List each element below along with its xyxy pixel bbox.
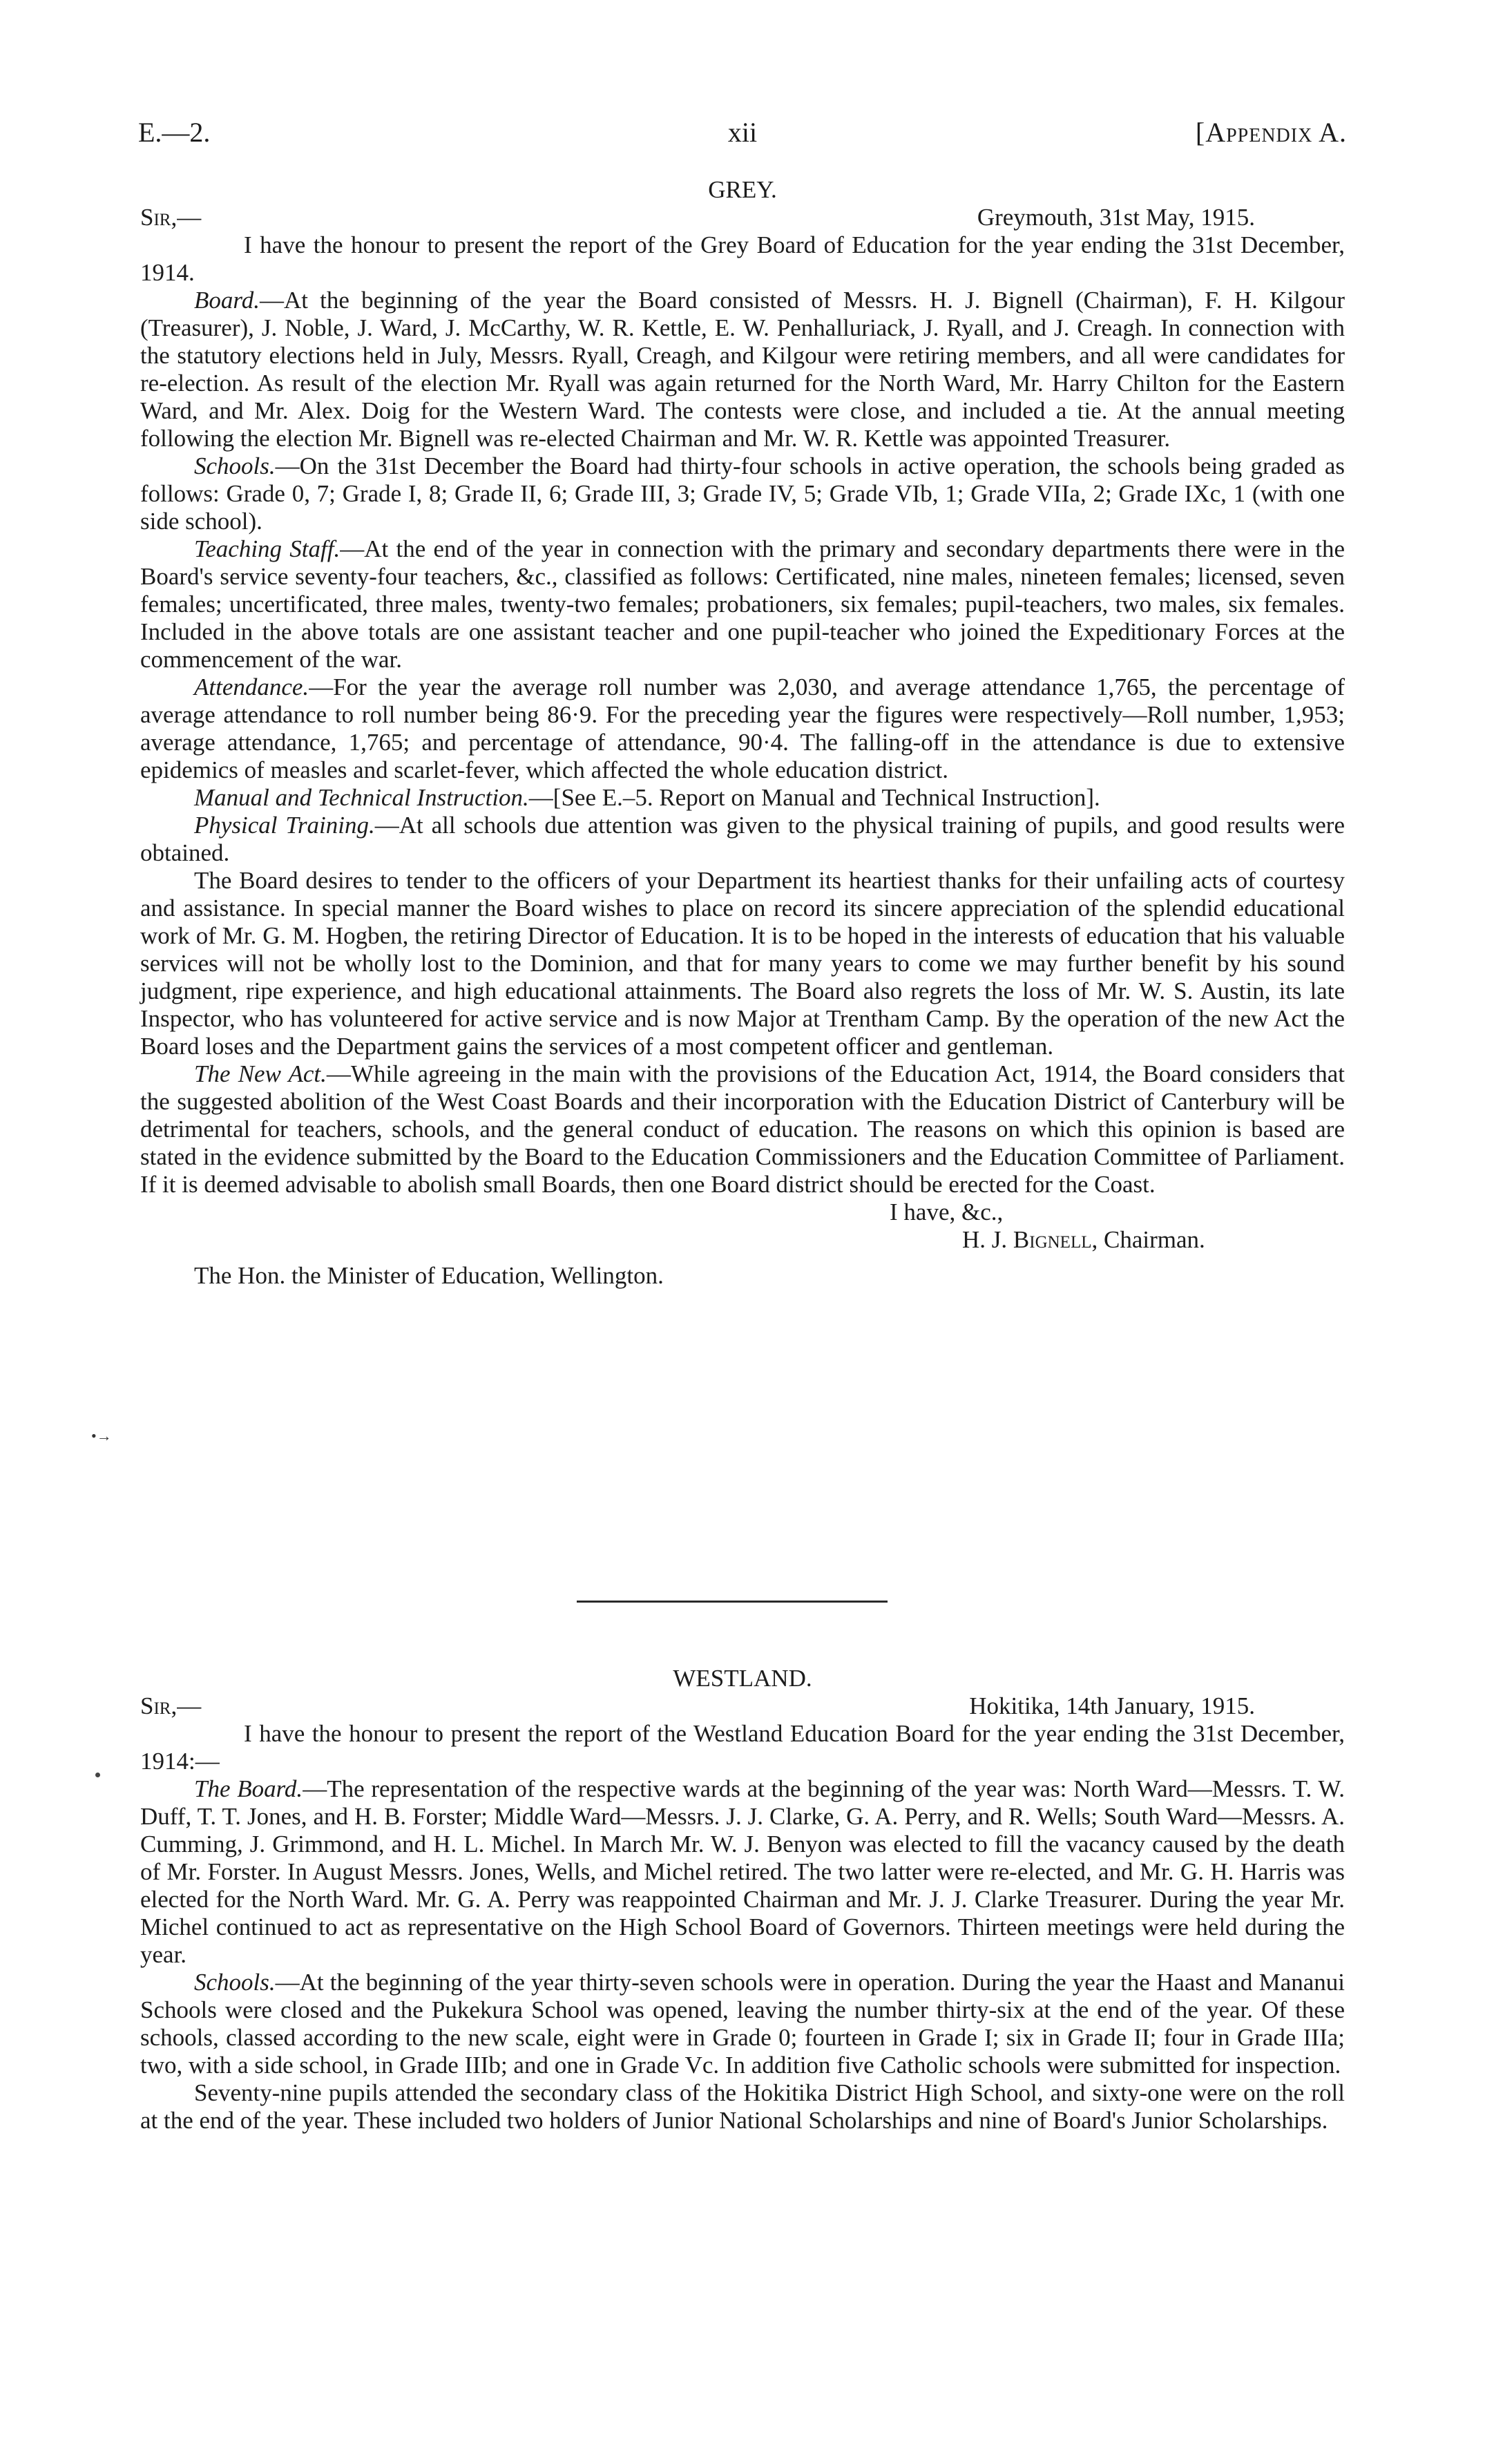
westland-place-date: Hokitika, 14th January, 1915. xyxy=(969,1692,1255,1719)
header-page-number: xii xyxy=(727,117,758,148)
grey-board-label: Board. xyxy=(194,287,260,314)
grey-signature-name: H. J. Bignell xyxy=(962,1226,1092,1253)
grey-salutation-row xyxy=(140,204,1345,231)
grey-attendance-text: —For the year the average roll number was 2,030, and average attendance 1,765, the percentage of average attendance to roll number being 86·9. For the preceding year the figures were respectively—Roll number, 1,953; average attendance, 1,765; and percentage of attendance, 90·4. The falling-off in the attendance is due to extensive epidemics of measles and scarlet-fever, which affected the whole education district. xyxy=(140,674,1345,783)
grey-attendance-label: Attendance. xyxy=(194,674,309,700)
grey-place-date: Greymouth, 31st May, 1915. xyxy=(977,204,1255,231)
grey-staff-paragraph xyxy=(140,535,1345,674)
header-reference: E.—2. xyxy=(138,117,211,148)
westland-salutation-row xyxy=(140,1692,1345,1720)
header-appendix: [Appendix A. xyxy=(1195,117,1347,148)
grey-physical-paragraph xyxy=(140,812,1345,867)
grey-thanks-paragraph xyxy=(140,867,1345,1060)
grey-thanks-text: The Board desires to tender to the officers of your Department its heartiest thanks for their unfailing acts of courtesy and assistance. In special manner the Board wishes to place on record its sincere appreciation of the splendid educational work of Mr. G. M. Hogben, the retiring Director of Education. It is to be hoped in the interests of education that his valuable services will not be wholly lost to the Dominion, and that for many years to come we may further benefit by his sound judgment, ripe experience, and high educational attainments. The Board also regrets the loss of Mr. W. S. Austin, its late Inspector, who has volunteered for active service and is now Major at Trentham Camp. By the operation of the new Act the Board loses and the Department gains the services of a most competent officer and gentleman. xyxy=(140,867,1345,1060)
westland-schools-paragraph xyxy=(140,1969,1345,2079)
grey-manual-text: —[See E.–5. Report on Manual and Technical Instruction]. xyxy=(528,784,1100,811)
westland-board-paragraph xyxy=(140,1775,1345,1969)
section-divider xyxy=(577,1601,888,1603)
grey-schools-label: Schools. xyxy=(194,452,276,479)
grey-staff-label: Teaching Staff. xyxy=(194,535,341,562)
grey-signature xyxy=(140,1226,1345,1254)
grey-salutation: Sir,— xyxy=(140,204,202,231)
grey-new-act-text: —While agreeing in the main with the provisions of the Education Act, 1914, the Board considers that the suggested abolition of the West Coast Boards and their incorporation with the Education District of Canterbury will be detrimental for teachers, schools, and the general conduct of education. The reasons on which this opinion is based are stated in the evidence submitted by the Board to the Education Commissioners and the Education Committee of Parliament. If it is deemed advisable to abolish small Boards, then one Board district should be erected for the Coast. xyxy=(140,1060,1345,1198)
grey-signature-title: , Chairman. xyxy=(1091,1226,1205,1253)
westland-schools-label: Schools. xyxy=(194,1969,276,1996)
grey-addressee: The Hon. the Minister of Education, Wellington. xyxy=(194,1262,664,1289)
westland-board-label: The Board. xyxy=(194,1775,303,1802)
westland-schools-text: —At the beginning of the year thirty-seven schools were in operation. During the year the Haast and Mananui Schools were closed and the Pukekura School was opened, leaving the number thirty-six at the end of the year. Of these schools, classed according to the new scale, eight were in Grade 0; fourteen in Grade I; six in Grade II; four in Grade IIIa; two, with a side school, in Grade IIIb; and one in Grade Vc. In addition five Catholic schools were submitted for inspection. xyxy=(140,1969,1345,2079)
grey-manual-label: Manual and Technical Instruction. xyxy=(194,784,529,811)
grey-attendance-paragraph xyxy=(140,674,1345,784)
westland-secondary-text: Seventy-nine pupils attended the secondary class of the Hokitika District High School, and sixty-one were on the roll at the end of the year. These included two holders of Junior National Scholarships and nine of Board's Junior Scholarships. xyxy=(140,2079,1345,2134)
grey-schools-paragraph xyxy=(140,452,1345,535)
grey-new-act-label: The New Act. xyxy=(194,1060,327,1087)
grey-report xyxy=(140,176,1345,1290)
grey-physical-text: —At all schools due attention was given to the physical training of pupils, and good results were obtained. xyxy=(140,812,1345,866)
westland-report xyxy=(140,1665,1345,2134)
westland-secondary-paragraph xyxy=(140,2079,1345,2134)
westland-salutation: Sir,— xyxy=(140,1692,202,1719)
margin-dot-icon xyxy=(95,1773,100,1777)
grey-heading: GREY. xyxy=(708,176,777,203)
grey-staff-text: —At the end of the year in connection with the primary and secondary departments there were in the Board's service seventy-four teachers, &c., classified as follows: Certificated, nine males, nineteen females; licensed, seven females; uncertificated, three males, twenty-two females; probationers, six females; pupil-teachers, two males, six females. Included in the above totals are one assistant teacher and one pupil-teacher who joined the Expeditionary Forces at the commencement of the war. xyxy=(140,535,1345,673)
grey-physical-label: Physical Training. xyxy=(194,812,375,839)
westland-intro: I have the honour to present the report of the Westland Education Board for the year ending the 31st December, 1914:— xyxy=(140,1720,1345,1775)
grey-manual-paragraph xyxy=(140,784,1345,812)
westland-board-text: —The representation of the respective wards at the beginning of the year was: North Ward—Messrs. T. W. Duff, T. T. Jones, and H. B. Forster; Middle Ward—Messrs. J. J. Clarke, G. A. Perry, and R. Wells; South Ward—Messrs. A. Cumming, J. Grimmond, and H. L. Michel. In March Mr. W. J. Benyon was elected to fill the vacancy caused by the death of Mr. Forster. In August Messrs. Jones, Wells, and Michel retired. The two latter were re-elected, and Mr. G. H. Harris was elected for the North Ward. Mr. G. A. Perry was reappointed Chairman and Mr. J. J. Clarke Treasurer. During the year Mr. Michel continued to act as representative on the High School Board of Governors. Thirteen meetings were held during the year. xyxy=(140,1775,1345,1968)
grey-intro: I have the honour to present the report of the Grey Board of Education for the year ending the 31st December, 1914. xyxy=(140,231,1345,286)
grey-closing: I have, &c., xyxy=(890,1198,1004,1225)
westland-heading: WESTLAND. xyxy=(673,1665,812,1692)
grey-board-paragraph xyxy=(140,287,1345,452)
margin-arrow-icon: •→ xyxy=(91,1427,112,1444)
grey-board-text: —At the beginning of the year the Board consisted of Messrs. H. J. Bignell (Chairman), F. H. Kilgour (Treasurer), J. Noble, J. Ward, J. McCarthy, W. R. Kettle, E. W. Penhalluriack, J. Ryall, and J. Creagh. In connection with the statutory elections held in July, Messrs. Ryall, Creagh, and Kilgour were retiring members, and all were candidates for re-election. As result of the election Mr. Ryall was again returned for the North Ward, Mr. Harry Chilton for the Eastern Ward, and Mr. Alex. Doig for the Western Ward. The contests were close, and included a tie. At the annual meeting following the election Mr. Bignell was re-elected Chairman and Mr. W. R. Kettle was appointed Treasurer. xyxy=(140,287,1345,452)
grey-new-act-paragraph xyxy=(140,1060,1345,1198)
grey-schools-text: —On the 31st December the Board had thirty-four schools in active operation, the schools being graded as follows: Grade 0, 7; Grade I, 8; Grade II, 6; Grade III, 3; Grade IV, 5; Grade VIb, 1; Grade VIIa, 2; Grade IXc, 1 (with one side school). xyxy=(140,452,1345,535)
